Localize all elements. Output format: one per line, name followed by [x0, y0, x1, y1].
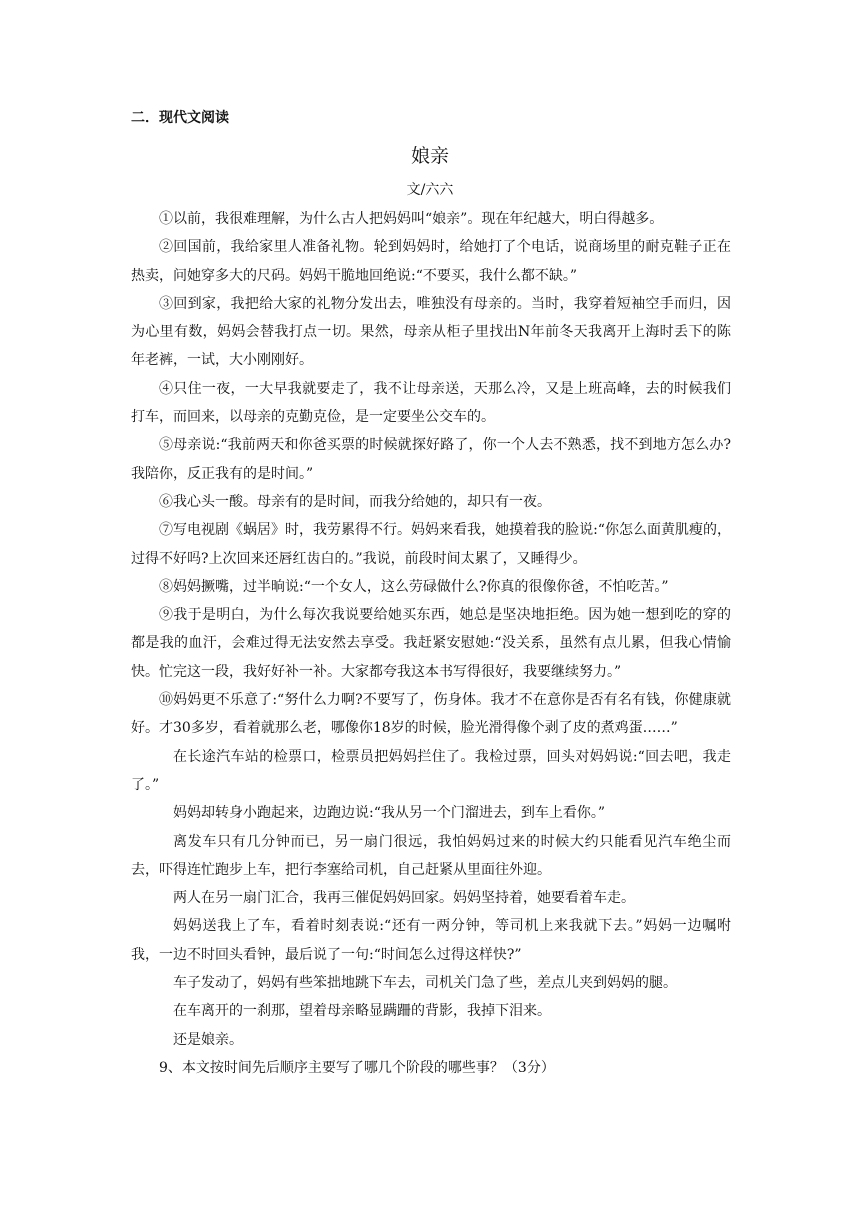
paragraph-3: ③回到家，我把给大家的礼物分发出去，唯独没有母亲的。当时，我穿着短袖空手而归，因为心里有数，妈妈会替我打点一切。果然，母亲从柜子里找出N年前冬天我离开上海时丢下的陈年老裤，一试，大小刚刚好。	[131, 295, 731, 369]
paragraph-6: ⑥我心头一酸。母亲有的是时间，而我分给她的，却只有一夜。	[159, 493, 551, 510]
paragraph-13: 离发车只有几分钟而已，另一扇门很远，我怕妈妈过来的时候大约只能看见汽车绝尘而去，吓得连忙跑步上车，把行李塞给司机，自己赶紧从里面往外迎。	[131, 833, 731, 878]
paragraph-11: 在长途汽车站的检票口，检票员把妈妈拦住了。我检过票，回头对妈妈说:“回去吧，我走了。”	[131, 748, 731, 793]
paragraph-10: ⑩妈妈更不乐意了:“努什么力啊?不要写了，伤身体。我才不在意你是否有名有钱，你健康就好。才30多岁，看着就那么老，哪像你18岁的时候，脸光滑得像个剥了皮的煮鸡蛋……”	[131, 692, 731, 737]
section-heading: 二．现代文阅读	[131, 110, 229, 126]
paragraph-4: ④只住一夜，一大早我就要走了，我不让母亲送，天那么冷，又是上班高峰，去的时候我们打车，而回来，以母亲的克勤克俭，是一定要坐公交车的。	[131, 380, 731, 426]
paragraph-14: 两人在另一扇门汇合，我再三催促妈妈回家。妈妈坚持着，她要看着车走。	[173, 890, 635, 907]
paragraph-15: 妈妈送我上了车，看着时刻表说:“还有一两分钟，等司机上来我就下去。”妈妈一边嘱咐我，一边不时回头看钟，最后说了一句:“时间怎么过得这样快?”	[131, 918, 731, 963]
paragraph-9: ⑨我于是明白，为什么每次我说要给她买东西，她总是坚决地拒绝。因为她一想到吃的穿的都是我的血汗，会难过得无法安然去享受。我赶紧安慰她:“没关系，虽然有点儿累，但我心情愉快。忙完这一段，我好好补一补。大家都夸我这本书写得很好，我要继续努力。”	[131, 607, 731, 680]
paragraph-1: ①以前，我很难理解，为什么古人把妈妈叫“娘亲”。现在年纪越大，明白得越多。	[159, 211, 664, 227]
paragraph-2: ②回国前，我给家里人准备礼物。轮到妈妈时，给她打了个电话，说商场里的耐克鞋子正在热卖，问她穿多大的尺码。妈妈干脆地回绝说:“不要买，我什么都不缺。”	[131, 239, 731, 284]
question-9: 9、本文按时间先后顺序主要写了哪几个阶段的哪些事？（3分）	[159, 1059, 555, 1076]
article-title: 娘亲	[410, 145, 449, 167]
paragraph-18: 还是娘亲。	[173, 1031, 243, 1048]
paragraph-7: ⑦写电视剧《蜗居》时，我劳累得不行。妈妈来看我，她摸着我的脸说:“你怎么面黄肌瘦的，过得不好吗?上次回来还唇红齿白的。”我说，前段时间太累了，又睡得少。	[131, 522, 731, 567]
paragraph-5: ⑤母亲说:“我前两天和你爸买票的时候就探好路了，你一个人去不熟悉，找不到地方怎么办?我陪你，反正我有的是时间。”	[131, 437, 731, 482]
article-body	[131, 205, 731, 1082]
paragraph-16: 车子发动了，妈妈有些笨拙地跳下车去，司机关门急了些，差点儿夹到妈妈的腿。	[173, 975, 677, 992]
paragraph-8: ⑧妈妈撅嘴，过半晌说:“一个女人，这么劳碌做什么?你真的很像你爸，不怕吃苦。”	[159, 578, 669, 595]
paragraph-17: 在车离开的一刹那，望着母亲略显蹒跚的背影，我掉下泪来。	[173, 1003, 551, 1020]
paragraph-12: 妈妈却转身小跑起来，边跑边说:“我从另一个门溜进去，到车上看你。”	[173, 805, 606, 822]
article-byline: 文/六六	[406, 182, 454, 198]
